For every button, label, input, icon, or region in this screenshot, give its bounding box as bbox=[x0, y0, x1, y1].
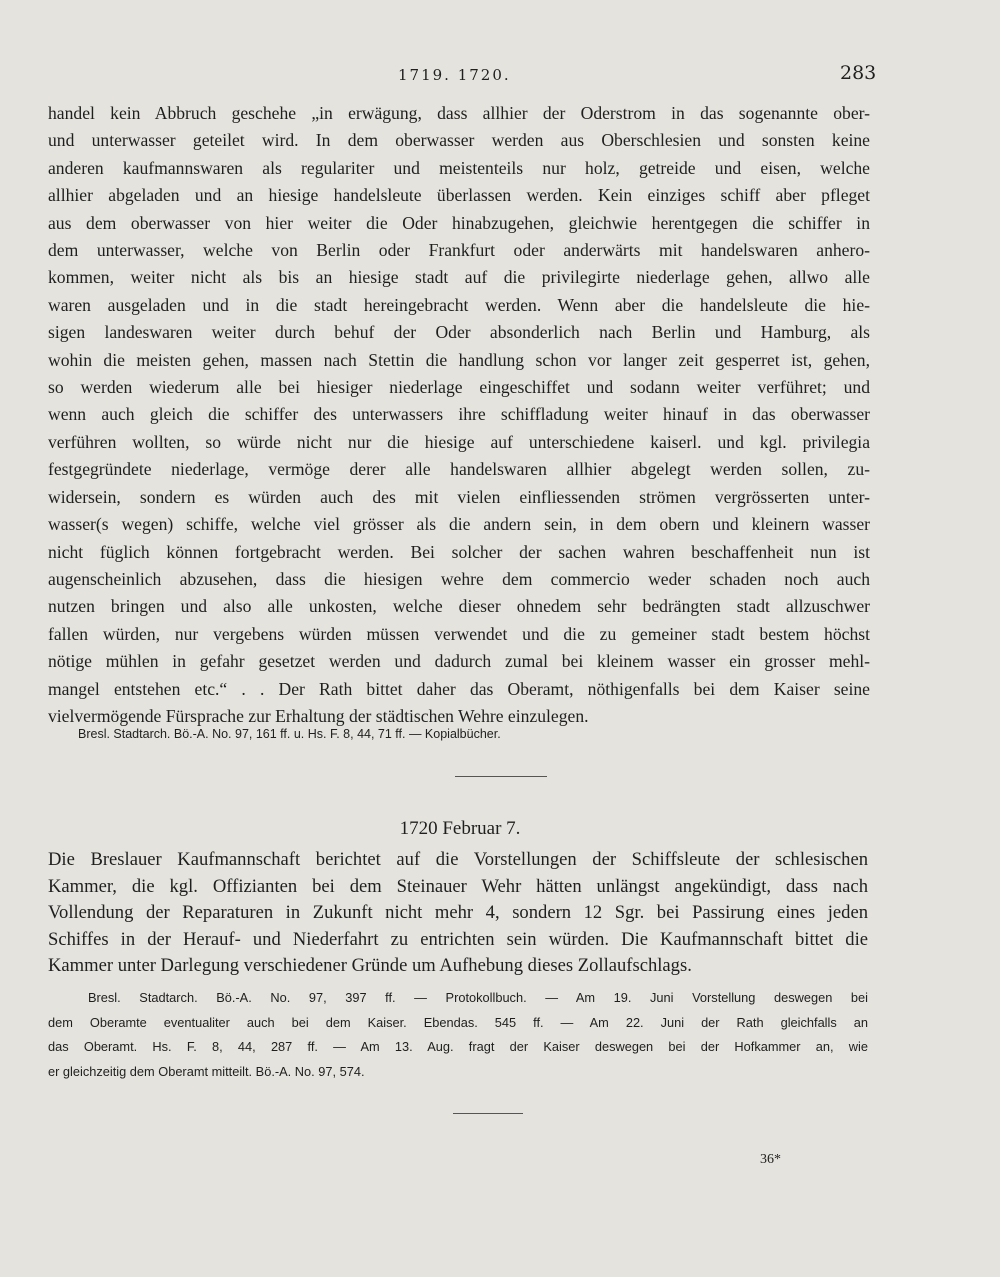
text-line: wasser(s wegen) schiffe, welche viel grösser als die andern sein, in dem obern und kleinern wasser bbox=[48, 514, 870, 535]
text-line: fallen würden, nur vergebens würden müssen verwendet und die zu gemeiner stadt bestem höchst bbox=[48, 623, 870, 644]
text-line: verführen wollten, so würde nicht nur die hiesige auf unterschiedene kaiserl. und kgl. privilegia bbox=[48, 431, 870, 452]
header-years: 1719. 1720. bbox=[398, 66, 511, 84]
text-line: mangel entstehen etc.“ . . Der Rath bittet daher das Oberamt, nöthigenfalls bei dem Kaiser seine bbox=[48, 678, 870, 699]
note-line: er gleichzeitig dem Oberamt mitteilt. Bö.-A. No. 97, 574. bbox=[48, 1063, 365, 1079]
source-notes bbox=[48, 986, 868, 1084]
page-number: 283 bbox=[840, 62, 877, 84]
summary-line: Kammer, die kgl. Offizianten bei dem Steinauer Wehr hätten unlängst angekündigt, dass nach bbox=[48, 875, 868, 897]
text-line: kommen, weiter nicht als bis an hiesige stadt auf die privilegirte niederlage gehen, allwo alle bbox=[48, 267, 870, 288]
text-line: augenscheinlich abzusehen, dass die hiesigen wehre dem commercio weder schaden noch auch bbox=[48, 568, 870, 589]
text-line: nicht füglich können fortgebracht werden. Bei solcher der sachen wahren beschaffenheit nun ist bbox=[48, 541, 870, 562]
text-line: aus dem oberwasser von hier weiter die Oder hinabzugehen, gleichwie herentgegen die schiffer in bbox=[48, 212, 870, 233]
main-text bbox=[48, 100, 870, 730]
text-line: und unterwasser geteilet wird. In dem oberwasser werden aus Oberschlesien und sonsten keine bbox=[48, 130, 870, 151]
text-line: so werden wiederum alle bei hiesiger niederlage eingeschiffet und sodann weiter verführet; und bbox=[48, 377, 870, 398]
text-line: dem unterwasser, welche von Berlin oder Frankfurt oder anderwärts mit handelswaren anhero- bbox=[48, 240, 870, 261]
text-line: festgegründete niederlage, vermöge derer alle handelswaren allhier abgelegt werden sollen, zu- bbox=[48, 459, 870, 480]
text-line: wohin die meisten gehen, massen nach Stettin die handlung schon vor langer zeit gesperret ist, gehen, bbox=[48, 349, 870, 370]
note-line: das Oberamt. Hs. F. 8, 44, 287 ff. — Am 13. Aug. fragt der Kaiser deswegen bei der Hofkammer an, wie bbox=[48, 1039, 868, 1054]
document-summary bbox=[48, 847, 868, 980]
text-line: vielvermögende Fürsprache zur Erhaltung der städtischen Wehre einzulegen. bbox=[48, 705, 589, 726]
signature-mark: 36* bbox=[760, 1152, 781, 1167]
note-line: Bresl. Stadtarch. Bö.-A. No. 97, 397 ff. — Protokollbuch. — Am 19. Juni Vorstellung deswegen bei bbox=[88, 990, 868, 1005]
source-citation: Bresl. Stadtarch. Bö.-A. No. 97, 161 ff. u. Hs. F. 8, 44, 71 ff. — Kopialbücher. bbox=[78, 727, 501, 741]
summary-line: Kammer unter Darlegung verschiedener Gründe um Aufhebung dieses Zollaufschlags. bbox=[48, 955, 692, 976]
text-line: handel kein Abbruch geschehe „in erwägung, dass allhier der Oderstrom in das sogenannte ober- bbox=[48, 103, 870, 123]
summary-line: Schiffes in der Herauf- und Niederfahrt zu entrichten sein würden. Die Kaufmannschaft bittet die bbox=[48, 928, 868, 950]
summary-line: Vollendung der Reparaturen in Zukunft nicht mehr 4, sondern 12 Sgr. bei Passirung eines jeden bbox=[48, 902, 868, 923]
running-header bbox=[0, 62, 1000, 86]
text-line: nötige mühlen in gefahr gesetzet werden und dadurch zumal bei kleinem wasser ein grosser mehl- bbox=[48, 651, 870, 672]
end-divider bbox=[453, 1113, 523, 1114]
text-line: nutzen bringen und also alle unkosten, welche dieser ohnedem sehr bedrängten stadt allzuschwer bbox=[48, 596, 870, 617]
text-line: wenn auch gleich die schiffer des unterwassers ihre schiffladung weiter hinauf in das oberwasser bbox=[48, 404, 870, 425]
note-line: dem Oberamte eventualiter auch bei dem Kaiser. Ebendas. 545 ff. — Am 22. Juni der Rath gleichfalls an bbox=[48, 1014, 868, 1030]
text-line: waren ausgeladen und in die stadt hereingebracht werden. Wenn aber die handelsleute die hie- bbox=[48, 294, 870, 315]
text-line: anderen kaufmannswaren als regulariter und meistenteils nur holz, getreide und eisen, welche bbox=[48, 157, 870, 178]
date-heading: 1720 Februar 7. bbox=[399, 818, 521, 839]
text-line: sigen landeswaren weiter durch behuf der Oder absonderlich nach Berlin und Hamburg, als bbox=[48, 322, 870, 343]
text-line: allhier abgeladen und an hiesige handelsleute überlassen werden. Kein einziges schiff aber pfleget bbox=[48, 185, 870, 206]
summary-line: Die Breslauer Kaufmannschaft berichtet auf die Vorstellungen der Schiffsleute der schlesischen bbox=[48, 849, 868, 870]
section-divider bbox=[455, 776, 547, 777]
text-line: widersein, sondern es würden auch des mit vielen einfliessenden strömen vergrösserten unter- bbox=[48, 486, 870, 507]
